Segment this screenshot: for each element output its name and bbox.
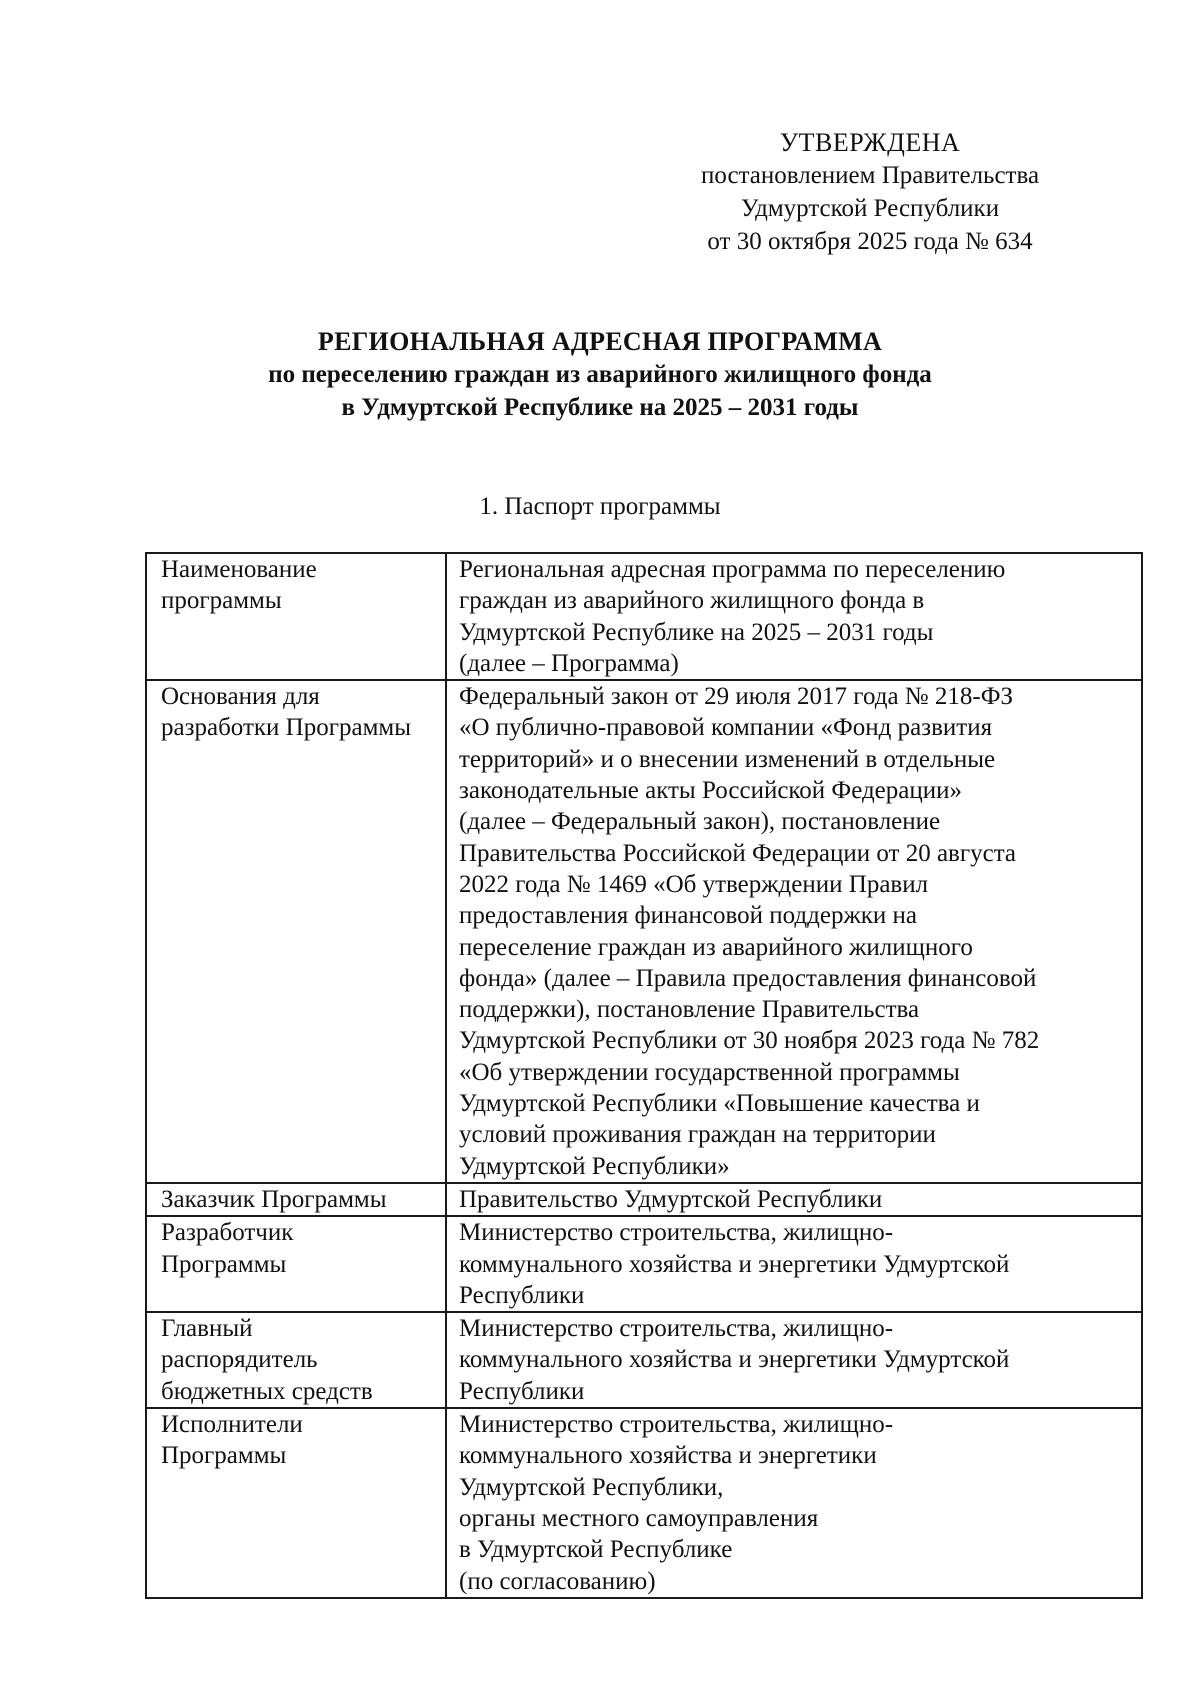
row-label-cell bbox=[146, 1408, 446, 1598]
label-line: Исполнители bbox=[161, 1411, 303, 1439]
value-line: Федеральный закон от 29 июля 2017 года № 218-ФЗ bbox=[459, 683, 1013, 711]
title-line: в Удмуртской Республике на 2025 – 2031 годы bbox=[341, 394, 859, 421]
value-line: (по согласованию) bbox=[459, 1567, 656, 1595]
value-line: граждан из аварийного жилищного фонда в bbox=[459, 587, 925, 615]
value-line: «Об утверждении государственной программы bbox=[459, 1058, 960, 1086]
label-line: Заказчик Программы bbox=[161, 1185, 387, 1213]
value-line: условий проживания граждан на территории bbox=[459, 1121, 936, 1149]
row-label-cell bbox=[146, 1312, 446, 1408]
value-line: предоставления финансовой поддержки на bbox=[459, 902, 917, 930]
row-value-cell bbox=[446, 1408, 1142, 1598]
value-line: Министерство строительства, жилищно- bbox=[459, 1219, 894, 1247]
table-row bbox=[146, 1312, 1142, 1408]
value-line: Правительства Российской Федерации от 20 августа bbox=[459, 839, 1017, 867]
label-line: Программы bbox=[161, 1442, 287, 1470]
row-label-cell bbox=[146, 553, 446, 680]
value-line: Правительство Удмуртской Республики bbox=[459, 1185, 883, 1213]
value-line: Республики bbox=[459, 1377, 585, 1405]
value-line: территорий» и о внесении изменений в отдельные bbox=[459, 745, 996, 773]
approval-heading: УТВЕРЖДЕНА bbox=[779, 128, 961, 157]
value-line: Удмуртской Республики» bbox=[459, 1152, 730, 1180]
label-line: распорядитель bbox=[161, 1346, 318, 1374]
row-value-cell bbox=[446, 1183, 1142, 1216]
approval-stamp bbox=[672, 126, 1068, 258]
value-line: коммунального хозяйства и энергетики Удмуртской bbox=[459, 1346, 1010, 1374]
document-title bbox=[0, 325, 1200, 424]
value-line: Республики bbox=[459, 1281, 585, 1309]
label-line: Наименование bbox=[161, 556, 317, 583]
approval-line: Удмуртской Республики bbox=[740, 195, 1000, 222]
value-line: (далее – Федеральный закон), постановление bbox=[459, 808, 941, 836]
value-line: Министерство строительства, жилищно- bbox=[459, 1315, 894, 1343]
value-line: фонда» (далее – Правила предоставления финансовой bbox=[459, 964, 1037, 992]
label-line: Главный bbox=[161, 1315, 253, 1343]
value-line: «О публично-правовой компании «Фонд развития bbox=[459, 714, 993, 742]
label-line: Разработчик bbox=[161, 1219, 294, 1247]
value-line: законодательные акты Российской Федерации» bbox=[459, 777, 963, 805]
value-line: в Удмуртской Республике bbox=[459, 1536, 733, 1564]
value-line: 2022 года № 1469 «Об утверждении Правил bbox=[459, 870, 929, 898]
title-line: по переселению граждан из аварийного жилищного фонда bbox=[268, 361, 932, 388]
label-line: Программы bbox=[161, 1250, 287, 1278]
value-line: Удмуртской Республики, bbox=[459, 1473, 724, 1501]
label-line: бюджетных средств bbox=[161, 1377, 373, 1405]
label-line: программы bbox=[161, 587, 282, 615]
value-line: поддержки), постановление Правительства bbox=[459, 996, 920, 1024]
approval-date-line: от 30 октября 2025 года № 634 bbox=[707, 228, 1033, 255]
value-line: органы местного самоуправления bbox=[459, 1504, 819, 1532]
value-line: переселение граждан из аварийного жилищного bbox=[459, 933, 973, 961]
approval-line: постановлением Правительства bbox=[700, 162, 1040, 189]
row-label-cell bbox=[146, 680, 446, 1183]
row-label-cell bbox=[146, 1216, 446, 1312]
table-row bbox=[146, 1183, 1142, 1216]
row-value-cell bbox=[446, 680, 1142, 1183]
row-value-cell bbox=[446, 1312, 1142, 1408]
label-line: Основания для bbox=[161, 683, 320, 711]
value-line: Удмуртской Республики от 30 ноября 2023 года № 782 bbox=[459, 1027, 1040, 1055]
title-line: РЕГИОНАЛЬНАЯ АДРЕСНАЯ ПРОГРАММА bbox=[317, 327, 883, 356]
table-row bbox=[146, 1408, 1142, 1598]
value-line: Министерство строительства, жилищно- bbox=[459, 1411, 894, 1439]
row-label-cell bbox=[146, 1183, 446, 1216]
row-value-cell bbox=[446, 553, 1142, 680]
passport-table bbox=[145, 552, 1143, 1599]
table-row bbox=[146, 1216, 1142, 1312]
value-line: Региональная адресная программа по переселению bbox=[459, 556, 1006, 583]
value-line: (далее – Программа) bbox=[459, 649, 679, 677]
value-line: коммунального хозяйства и энергетики bbox=[459, 1442, 877, 1470]
value-line: коммунального хозяйства и энергетики Удмуртской bbox=[459, 1250, 1010, 1278]
table-row bbox=[146, 553, 1142, 680]
value-line: Удмуртской Республики «Повышение качества и bbox=[459, 1090, 980, 1118]
value-line: Удмуртской Республике на 2025 – 2031 годы bbox=[459, 618, 934, 646]
label-line: разработки Программы bbox=[161, 714, 411, 742]
table-row bbox=[146, 680, 1142, 1183]
row-value-cell bbox=[446, 1216, 1142, 1312]
section-heading: 1. Паспорт программы bbox=[479, 493, 721, 520]
